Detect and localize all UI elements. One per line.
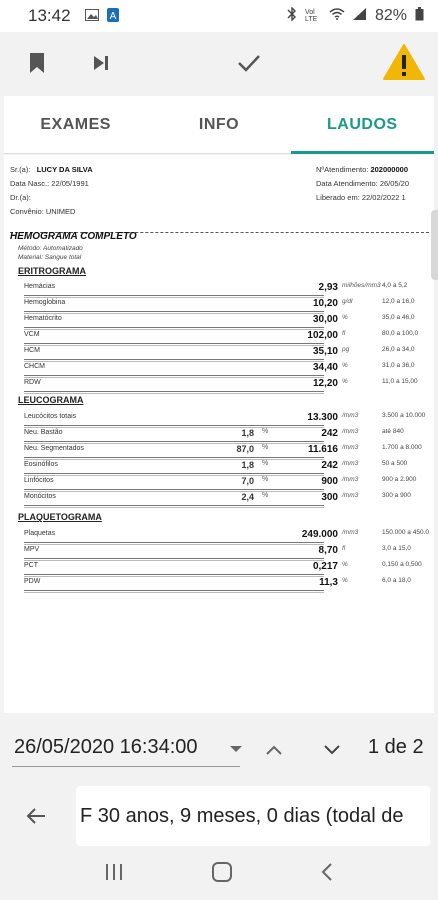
result-name: Neu. Bastão (24, 429, 63, 436)
recent-apps-icon[interactable] (104, 863, 124, 886)
result-percent: 7,0 (241, 476, 254, 486)
result-value: 8,70 (318, 545, 338, 556)
network-label: Vol LTE (304, 9, 318, 23)
action-toolbar (0, 32, 438, 94)
result-name: MPV (24, 546, 40, 553)
result-row (24, 529, 428, 543)
result-name: VCM (24, 331, 40, 338)
result-unit: pg (342, 346, 350, 353)
row-underline (24, 505, 324, 506)
result-row (24, 412, 428, 426)
result-reference: 3,0 a 15,0 (382, 545, 411, 552)
result-value: 11,3 (319, 577, 338, 588)
result-unit: % (342, 362, 348, 369)
result-row (24, 460, 428, 474)
row-underline (24, 457, 324, 458)
result-reference: 35,0 a 46,0 (382, 314, 415, 321)
birth-label: Data Nasc.: (10, 179, 50, 188)
date-select-underline (12, 766, 240, 767)
result-value: 10,20 (312, 298, 338, 309)
result-percent: 2,4 (241, 492, 254, 502)
signal-icon (353, 7, 367, 25)
row-underline (24, 311, 324, 312)
result-value: 242 (321, 428, 338, 439)
chevron-down-icon[interactable] (318, 736, 346, 764)
insurance-value: UNIMED (45, 207, 76, 216)
result-name: Hemácias (24, 283, 56, 290)
result-name: Hematócrito (24, 315, 62, 322)
result-reference: 80,0 a 100,0 (382, 330, 419, 337)
result-row (24, 282, 428, 296)
result-row (24, 577, 428, 591)
result-row (24, 362, 428, 376)
section-title: PLAQUETOGRAMA (18, 512, 102, 522)
result-row (24, 330, 428, 344)
result-name: Plaquetas (24, 530, 56, 537)
section-title: LEUCOGRAMA (18, 395, 84, 405)
result-row (24, 492, 428, 506)
date-select[interactable]: 26/05/2020 16:34:00 (14, 736, 198, 758)
row-underline (24, 343, 324, 344)
report-controls (0, 718, 438, 780)
result-percent: 1,8 (241, 428, 254, 438)
result-percent-unit: % (262, 476, 269, 483)
result-percent-unit: % (262, 428, 269, 435)
result-row (24, 346, 428, 360)
result-name: RDW (24, 379, 41, 386)
app-notification-icon (107, 8, 119, 25)
exam-material: Material: Sangue total (18, 254, 82, 261)
result-reference: 900 a 2.900 (382, 476, 417, 483)
result-reference: 150.000 a 450.0 (382, 529, 429, 536)
result-row (24, 378, 428, 392)
result-row (24, 428, 428, 442)
result-value: 300 (321, 492, 338, 503)
result-value: 0,217 (312, 561, 338, 572)
info-bar (0, 782, 438, 848)
result-percent: 87,0 (236, 444, 254, 454)
result-reference: 1.700 a 8.000 (382, 444, 422, 451)
battery-percent: 82% (374, 7, 407, 24)
row-underline (24, 441, 324, 442)
svg-text:A: A (109, 10, 116, 22)
battery-icon (415, 7, 424, 26)
result-row (24, 545, 428, 559)
released-label: Liberado em: (316, 193, 360, 202)
result-value: 102,00 (307, 330, 338, 341)
result-percent-unit: % (262, 444, 269, 451)
result-name: Leucócitos totais (24, 413, 77, 420)
result-reference: 26,0 a 34,0 (382, 346, 415, 353)
tab-laudos[interactable]: LAUDOS (291, 96, 434, 153)
result-unit: fl (342, 330, 346, 337)
row-underline (24, 574, 324, 575)
insurance-label: Convênio: (10, 207, 44, 216)
result-value: 249.000 (301, 529, 338, 540)
result-unit: /mm3 (342, 492, 359, 499)
result-unit: /mm3 (342, 412, 359, 419)
attendance-date-label: Data Atendimento: (316, 179, 378, 188)
result-percent-unit: % (262, 492, 269, 499)
exam-title: HEMOGRAMA COMPLETO (10, 231, 137, 242)
section-title: ERITROGRAMA (18, 266, 86, 276)
tab-exames[interactable]: EXAMES (40, 115, 111, 133)
result-value: 35,10 (312, 346, 338, 357)
home-icon[interactable] (211, 861, 233, 888)
result-name: Eosinófilos (24, 461, 58, 468)
result-unit: % (342, 561, 348, 568)
result-value: 242 (321, 460, 338, 471)
back-nav-icon[interactable] (320, 862, 334, 887)
attendance-number: 202000000 (370, 165, 408, 174)
result-value: 30,00 (312, 314, 338, 325)
skip-next-icon[interactable] (84, 46, 118, 80)
row-underline (24, 359, 324, 360)
status-bar (0, 0, 438, 32)
result-value: 12,20 (312, 378, 338, 389)
attendance-label: NºAtendimento: (316, 165, 369, 174)
row-underline (24, 473, 324, 474)
row-underline (24, 558, 324, 559)
row-underline-secondary (24, 592, 324, 593)
result-reference: até 840 (382, 428, 404, 435)
result-name: Monócitos (24, 493, 56, 500)
bookmark-icon[interactable] (20, 46, 54, 80)
back-arrow-icon[interactable] (22, 802, 50, 830)
chevron-up-icon[interactable] (260, 736, 288, 764)
result-name: HCM (24, 347, 40, 354)
system-nav-bar (0, 848, 438, 900)
result-value: 13.300 (307, 412, 338, 423)
result-percent-unit: % (262, 460, 269, 467)
row-underline (24, 391, 324, 392)
result-unit: /mm3 (342, 428, 359, 435)
result-row (24, 298, 428, 312)
result-row (24, 444, 428, 458)
released-date: 22/02/2022 1 (361, 193, 406, 202)
result-reference: 31,0 a 36,0 (382, 362, 415, 369)
bluetooth-icon (287, 7, 297, 26)
result-unit: /mm3 (342, 444, 359, 451)
result-unit: milhões/mm3 (342, 282, 381, 289)
patient-info-text: F 30 anos, 9 meses, 0 dias (todal de (76, 786, 430, 846)
wifi-icon (329, 7, 345, 25)
result-percent: 1,8 (241, 460, 254, 470)
result-unit: % (342, 577, 348, 584)
result-unit: g/dl (342, 298, 353, 305)
result-row (24, 476, 428, 490)
row-underline (24, 295, 324, 296)
result-name: Hemoglobina (24, 299, 66, 306)
dropdown-arrow-icon[interactable] (230, 746, 242, 752)
result-unit: /mm3 (342, 476, 359, 483)
result-reference: 12,0 a 16,0 (382, 298, 415, 305)
result-reference: 4,0 a 5,2 (382, 282, 408, 289)
result-name: PDW (24, 578, 41, 585)
edge-panel-handle[interactable] (431, 210, 438, 280)
result-value: 2,93 (318, 282, 338, 293)
result-reference: 3.500 a 10.000 (382, 412, 426, 419)
result-value: 34,40 (312, 362, 338, 373)
row-underline (24, 425, 324, 426)
row-underline (24, 327, 324, 328)
result-unit: /mm3 (342, 529, 359, 536)
result-unit: % (342, 378, 348, 385)
result-reference: 11,0 a 15,00 (382, 378, 418, 385)
row-underline (24, 375, 324, 376)
result-name: Linfócitos (24, 477, 54, 484)
row-underline (24, 489, 324, 490)
warning-icon[interactable] (382, 42, 426, 82)
patient-header (10, 163, 93, 219)
tab-info[interactable]: INFO (198, 115, 240, 133)
result-name: PCT (24, 562, 38, 569)
row-underline (24, 542, 324, 543)
row-underline-secondary (24, 393, 324, 394)
result-reference: 0,150 a 0,500 (382, 561, 422, 568)
result-reference: 300 a 900 (382, 492, 411, 499)
row-underline (24, 590, 324, 591)
result-reference: 50 a 500 (382, 460, 408, 467)
result-row (24, 561, 428, 575)
tab-bar (4, 96, 434, 154)
result-reference: 6,0 a 18,0 (382, 577, 411, 584)
result-row (24, 314, 428, 328)
result-unit: /mm3 (342, 460, 359, 467)
patient-name: LUCY DA SILVA (36, 165, 93, 174)
birth-date: 22/05/1991 (51, 179, 89, 188)
attendance-date: 26/05/20 (379, 179, 410, 188)
patient-label: Sr.(a): (10, 165, 31, 174)
result-value: 11.616 (307, 444, 338, 455)
attendance-header (316, 163, 409, 205)
result-unit: fl (342, 545, 346, 552)
row-underline-secondary (24, 507, 324, 508)
result-value: 900 (321, 476, 338, 487)
exam-method: Método: Automatizado (18, 245, 83, 252)
doctor-label: Dr.(a): (10, 193, 31, 202)
report-document[interactable] (4, 155, 434, 713)
page-indicator: 1 de 2 (368, 736, 424, 758)
check-icon[interactable] (232, 46, 266, 80)
result-name: CHCM (24, 363, 45, 370)
result-name: Neu. Segmentados (24, 445, 84, 452)
result-unit: % (342, 314, 348, 321)
status-time: 13:42 (28, 6, 71, 25)
image-notification-icon (85, 9, 99, 24)
